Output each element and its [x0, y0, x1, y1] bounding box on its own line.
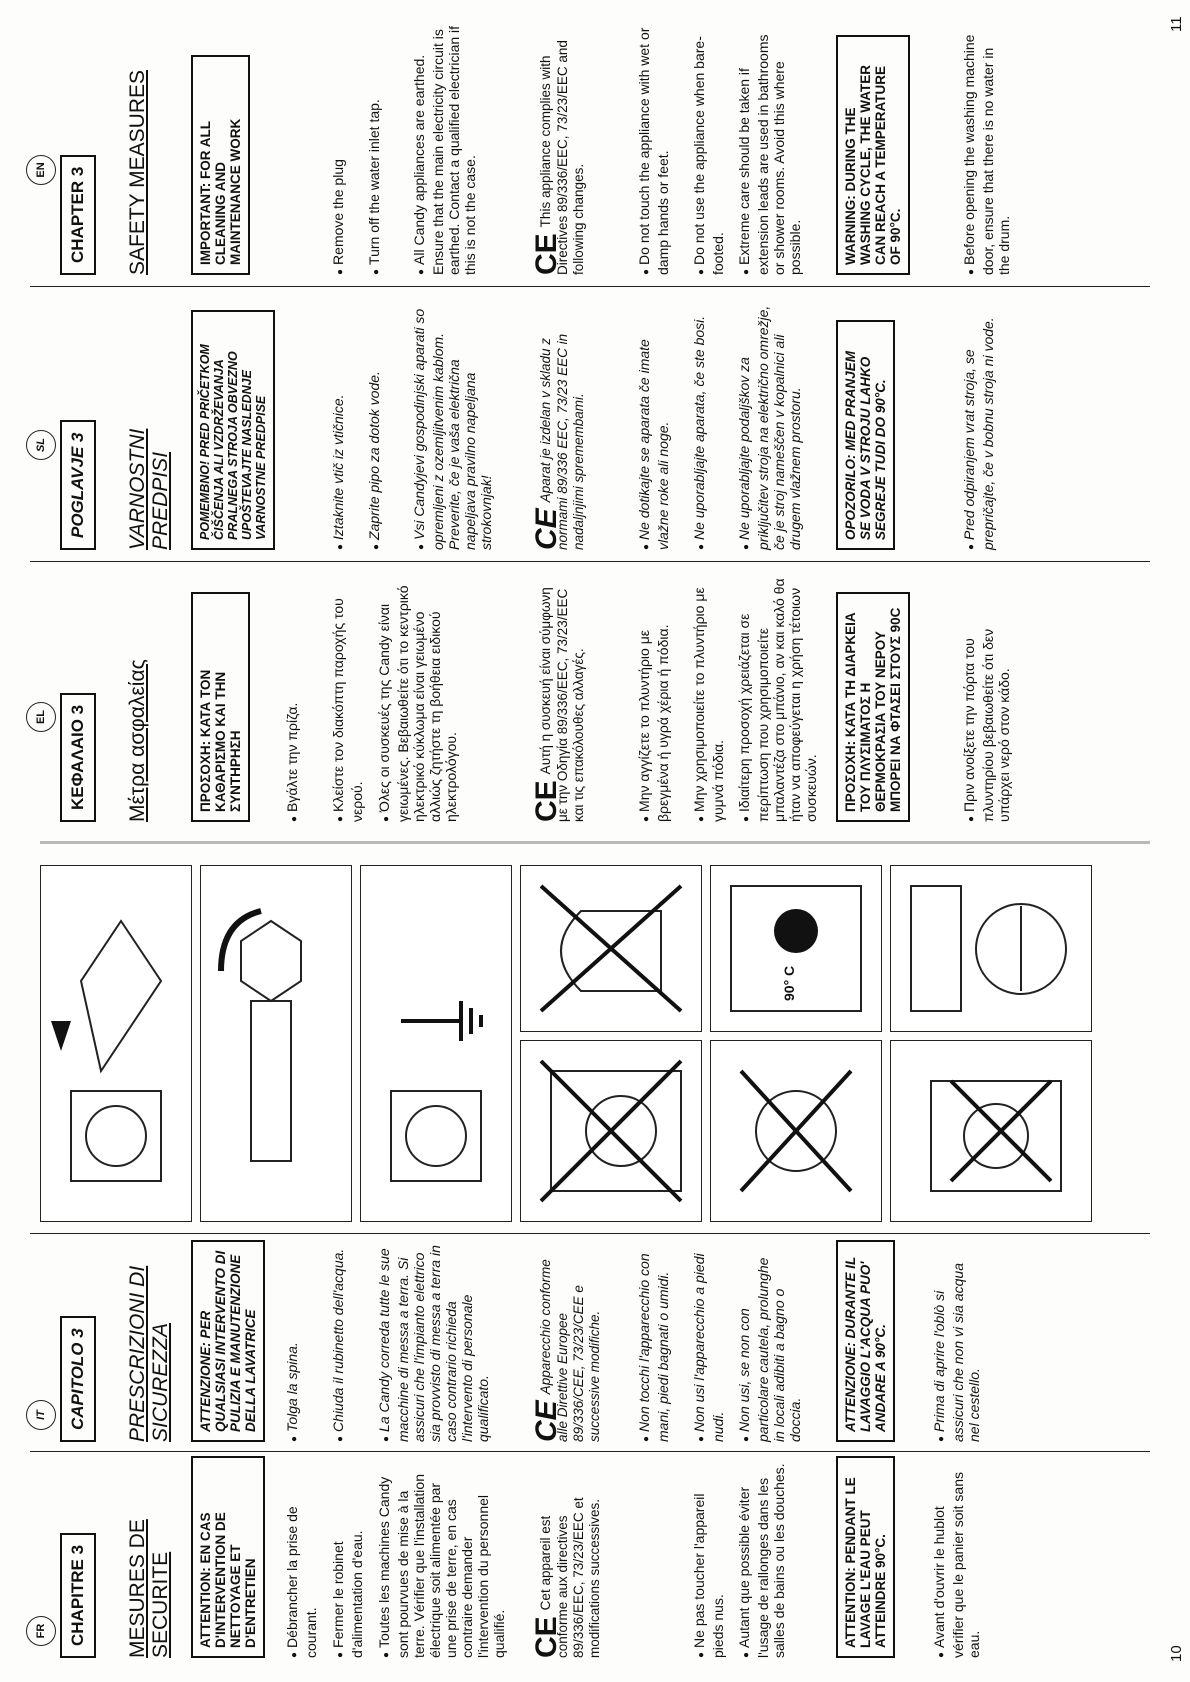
divider — [30, 286, 1150, 287]
item-sl-last: ● Pred odpiranjem vrat stroja, se prepričajte, če v bobnu stroja ni vode. — [961, 310, 996, 550]
warning-fr: ATTENTION: EN CAS D'INTERVENTION DE NETTOYAGE ET D'ENTRETIEN — [191, 1456, 265, 1658]
item-en-4: ● Do not touch the appliance with wet or damp hands or feet. — [636, 25, 671, 275]
lang-badge-fr: FR — [26, 1616, 56, 1646]
item-it-2: ● Chiuda il rubinetto dell'acqua. — [330, 1247, 349, 1442]
chapter-fr: CHAPITRE 3 — [60, 1533, 96, 1658]
hot-warning-sl: OPOZORILO: MED PRANJEM SE VODA V STROJU LAHKO SEGREJE TUDI DO 90°C. — [836, 320, 895, 550]
hot-warning-el: ΠΡΟΣΟΧΗ: ΚΑΤΑ ΤΗ ΔΙΑΡΚΕΙΑ ΤΟΥ ΠΛΥΣΙΜΑΤΟΣ Η ΘΕΡΜΟΚΡΑΣΙΑ ΤΟΥ ΝΕΡΟΥ ΜΠΟΡΕΙ ΝΑ ΦΤΑΣΕΙ ΣΤΟΥΣ 90C — [836, 592, 910, 822]
item-el-1: ● Βγάλτε την πρίζα. — [284, 587, 303, 822]
item-sl-6: ● Ne uporabljajte podaljškov za priključitev stroja na električno omrežje, če je stroj nameščen v kopalnici ali drugem vlažnem prostoru. — [736, 305, 803, 550]
item-fr-1: ● Débrancher la prise de courant. — [284, 1463, 319, 1658]
divider — [30, 1451, 1150, 1452]
door-check-illustration — [890, 865, 1092, 1032]
warning-en: IMPORTANT: FOR ALL CLEANING AND MAINTENANCE WORK — [191, 55, 250, 275]
ce-el: CEΑυτή η συσκευή είναι σύμφωνη με την Οδηγία 89/336/EEC, 73/23/EEC και τις επακόλουθες αλλαγές. — [530, 587, 586, 822]
item-it-5: ● Non usi l'apparecchio a piedi nudi. — [691, 1247, 726, 1442]
title-en: SAFETY MEASURES — [126, 70, 149, 275]
item-en-6: ● Extreme care should be taken if extension leads are used in bathrooms or shower rooms. Avoid this where possible. — [736, 25, 803, 275]
ce-en: CEThis appliance complies with Directives 89/336/EEC, 73/23/EEC and following changes. — [530, 40, 586, 275]
hot-warning-fr: ATTENTION: PENDANT LE LAVAGE L'EAU PEUT ATTEINDRE 90°C. — [836, 1456, 895, 1658]
ground-icon — [361, 866, 511, 1221]
lang-badge-en: EN — [26, 155, 56, 185]
item-en-5: ● Do not use the appliance when bare-footed. — [691, 25, 726, 275]
item-sl-5: ● Ne uporabljajte aparata, če ste bosi. — [691, 310, 710, 550]
flood-illustration — [890, 1040, 1092, 1222]
page-number-right: 11 — [1168, 16, 1185, 32]
right-page — [0, 0, 1190, 832]
item-en-3: ● All Candy appliances are earthed. Ensure that the main electricity circuit is earthed. Contact a qualified electrician if this is not the case. — [411, 20, 478, 275]
ce-fr: CECet appareil est conforme aux directives 89/336/EEC, 73/23/EEC et modifications successives. — [530, 1497, 602, 1658]
item-it-6: ● Non usi, se non con particolare cautela, prolunghe in locali adibiti a bagno o doccia. — [736, 1247, 803, 1442]
title-fr: MESURES DE SECURITE — [126, 1519, 172, 1658]
earth-illustration — [360, 865, 512, 1222]
warning-it: ATTENZIONE: PER QUALSIASI INTERVENTO DI PULIZIA E MANUTENZIONE DELLA LAVATRICE — [191, 1240, 265, 1442]
lang-badge-el: EL — [26, 702, 56, 732]
ce-sl: CEAparat je izdelan v skladu z normami 89/336 EEC, 73/23 EEC in nadaljnjimi spremembami. — [530, 333, 586, 550]
divider — [30, 1233, 1150, 1234]
title-sl: VARNOSTNI PREDPISI — [126, 428, 172, 550]
item-it-last: ● Prima di aprire l'oblò si assicuri che non vi sia acqua nel cestello. — [931, 1247, 982, 1442]
item-el-2: ● Κλείστε τον διακόπτη παροχής του νερού. — [330, 587, 365, 822]
item-en-last: ● Before opening the washing machine door, ensure that there is no water in the drum. — [961, 25, 1012, 275]
unplug-illustration — [40, 865, 192, 1222]
hot-warning-en: WARNING: DURING THE WASHING CYCLE, THE WATER CAN REACH A TEMPERATURE OF 90°C. — [836, 35, 910, 275]
washing-machine-icon — [521, 1041, 701, 1221]
no-extension-illustration — [710, 1040, 882, 1222]
hot-water-illustration — [710, 865, 882, 1032]
item-sl-3: ● Vsi Candyjevi gospodinjski aparati so opremljeni z ozemljitvenim kablom. Preverite, če je vaša električna napeljava pravilno napeljana strokovnjak! — [411, 305, 494, 550]
page-fold — [40, 841, 1150, 844]
item-en-1: ● Remove the plug — [330, 35, 349, 275]
no-bare-feet-illustration — [520, 865, 702, 1032]
item-fr-3: ● Toutes les machines Candy sont pourvues de mise à la terre. Vérifier que l'installation électrique soit alimentée par une prise de terre, en cas contraire demander l'intervention du personnel qualifié. — [376, 1458, 507, 1658]
title-el: Μέτρα ασφαλείας — [126, 659, 149, 822]
chapter-sl: POGLAVJE 3 — [60, 421, 96, 551]
illustrations — [40, 852, 1120, 1222]
item-fr-2: ● Fermer le robinet d'alimentation d'eau. — [330, 1463, 365, 1658]
item-el-5: ● Μην χρησιμοποιείτε το πλυντήριο με γυμνά πόδια. — [691, 582, 726, 822]
chapter-en: CHAPTER 3 — [60, 155, 96, 275]
item-en-2: ● Turn off the water inlet tap. — [366, 35, 385, 275]
temperature-label: 90° C — [781, 965, 797, 1001]
item-fr-5: ● Autant que possible éviter l'usage de rallonges dans les salles de bains ou les douches. — [736, 1463, 787, 1658]
title-it: PRESCRIZIONI DI SICUREZZA — [126, 1265, 172, 1442]
item-fr-last: ● Avant d'ouvrir le hublot vérifier que le panier soit sans eau. — [931, 1463, 982, 1658]
item-sl-2: ● Zaprite pipo za dotok vode. — [366, 310, 385, 550]
cross-icon — [521, 866, 701, 1031]
item-it-3: ● La Candy correda tutte le sue macchine di messa a terra. Si assicuri che l'impianto elettrico sia provvisto di messa a terra in caso contrario richieda l'intervento di personale qualificato. — [376, 1242, 491, 1442]
item-el-4: ● Μην αγγίζετε το πλυντήριο με βρεγμένα ή υγρά χέρια ή πόδια. — [636, 582, 671, 822]
extension-icon — [711, 1041, 881, 1221]
item-fr-4: ● Ne pas toucher l'appareil pieds nus. — [691, 1463, 726, 1658]
chapter-it: CAPITOLO 3 — [60, 1316, 96, 1442]
thermometer-icon — [711, 866, 881, 1031]
tap-icon — [201, 866, 351, 1221]
chapter-el: ΚΕΦΑΛΑΙΟ 3 — [60, 693, 96, 822]
item-sl-1: ● Iztaknite vtič iz vtičnice. — [330, 310, 349, 550]
door-icon — [891, 866, 1091, 1031]
lang-badge-it: IT — [26, 1400, 56, 1430]
lang-badge-sl: SL — [26, 430, 56, 460]
tap-illustration — [200, 865, 352, 1222]
warning-el: ΠΡΟΣΟΧΗ: ΚΑΤΑ ΤΟΝ ΚΑΘΑΡΙΣΜΟ ΚΑΙ ΤΗΝ ΣΥΝΤΗΡΗΣΗ — [191, 592, 250, 822]
divider — [30, 561, 1150, 562]
warning-sl: POMEMBNO! PRED PRIČETKOM ČIŠČENJA ALI VZDRŽEVANJA PRALNEGA STROJA OBVEZNO UPOŠTEVAJTE NASLEDNJE VARNOSTNE PREDPISE — [191, 310, 275, 550]
item-sl-4: ● Ne dotikajte se aparata če imate vlažne roke ali noge. — [636, 310, 671, 550]
machine-cross-icon — [891, 1041, 1091, 1221]
page-number-left: 10 — [1168, 1645, 1185, 1662]
item-el-3: ● Όλες οι συσκευές της Candy είναι γειωμένες. Βεβαιωθείτε ότι το κεντρικό ηλεκτρικό κύκλωμα είναι γειωμένο αλλιώς ζητήστε τη βοήθεια ειδικού ηλεκτρολόγου. — [376, 577, 459, 822]
item-it-1: ● Tolga la spina. — [284, 1247, 303, 1442]
ce-it: CEApparecchio conforme alle Direttive Europee 89/336/CEE, 73/23/CEE e successive modifiche. — [530, 1259, 602, 1442]
plug-icon — [41, 866, 191, 1221]
item-el-last: ● Πριν ανοίξετε την πόρτα του πλυντηρίου βεβαιωθείτε ότι δεν υπάρχει νερό στον κάδο. — [961, 582, 1012, 822]
item-it-4: ● Non tocchi l'apparecchio con mani, piedi bagnati o umidi. — [636, 1247, 671, 1442]
hot-warning-it: ATTENZIONE: DURANTE IL LAVAGGIO L'ACQUA PUO' ANDARE A 90°C. — [836, 1240, 895, 1442]
item-el-6: ● Ιδιαίτερη προσοχή χρειάζεται σε περίπτωση που χρησιμοποιείτε μπαλαντέζα στο μπάνιο, αν και καλό θα ήταν να αποφεύγεται η χρήση τέτοιων συσκευών. — [736, 577, 819, 822]
left-page — [0, 847, 1190, 1682]
no-wet-hands-illustration — [520, 1040, 702, 1222]
